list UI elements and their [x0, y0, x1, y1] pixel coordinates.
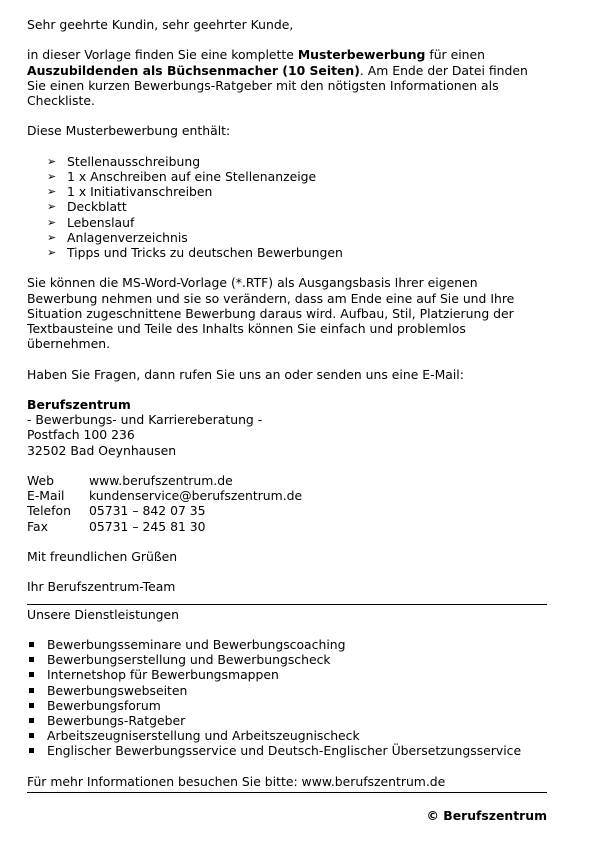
- email-link[interactable]: kundenservice@berufszentrum.de: [89, 488, 303, 504]
- intro-text-1: in dieser Vorlage finden Sie eine komplette: [27, 47, 298, 63]
- list-item: ➢ 1 x Anschreiben auf eine Stellenanzeige: [47, 168, 317, 184]
- contact-label: Web: [27, 472, 55, 488]
- intro-bold-2: Auszubildenden als Büchsenmacher (10 Seiten): [27, 62, 360, 78]
- list-item: Bewerbungswebseiten: [27, 683, 547, 698]
- contact-label: Telefon: [27, 503, 71, 519]
- square-bullet-icon: [29, 642, 34, 647]
- contact-table: [27, 473, 547, 534]
- list-item: Bewerbungsseminare und Bewerbungscoaching: [27, 637, 547, 652]
- square-bullet-icon: [29, 672, 34, 677]
- arrow-bullet-icon: ➢: [47, 230, 57, 244]
- list-item: Arbeitszeugniserstellung und Arbeitszeugnischeck: [27, 728, 547, 743]
- square-bullet-icon: [29, 703, 34, 708]
- contains-heading: Diese Musterbewerbung enthält:: [27, 123, 231, 139]
- arrow-bullet-icon: ➢: [47, 200, 57, 214]
- list-item: Bewerbungserstellung und Bewerbungscheck: [27, 652, 547, 667]
- web-link[interactable]: www.berufszentrum.de: [89, 472, 233, 488]
- more-info-text: Für mehr Informationen besuchen Sie bitte: www.berufszentrum.de: [27, 773, 446, 789]
- intro-text-2: für einen: [425, 47, 485, 63]
- list-item: ➢ Stellenausschreibung: [47, 153, 201, 169]
- company-address: [27, 397, 547, 458]
- square-bullet-icon: [29, 688, 34, 693]
- list-item: Internetshop für Bewerbungsmappen: [27, 667, 547, 682]
- contains-list: [27, 154, 547, 260]
- square-bullet-icon: [29, 718, 34, 723]
- copyright: © Berufszentrum: [426, 808, 547, 824]
- list-item: Bewerbungs-Ratgeber: [27, 713, 547, 728]
- arrow-bullet-icon: ➢: [47, 169, 57, 183]
- contact-row-fax: [27, 519, 547, 534]
- list-item: ➢ Anlagenverzeichnis: [47, 229, 188, 245]
- intro-bold-1: Musterbewerbung: [297, 47, 426, 63]
- arrow-bullet-icon: ➢: [47, 185, 57, 199]
- list-item: ➢ Lebenslauf: [47, 214, 135, 230]
- square-bullet-icon: [29, 657, 34, 662]
- services-list: [27, 637, 547, 759]
- contact-label: Fax: [27, 518, 48, 534]
- list-item: ➢ 1 x Initiativanschreiben: [47, 184, 213, 200]
- arrow-bullet-icon: ➢: [47, 215, 57, 229]
- contact-row-web: [27, 473, 547, 488]
- company-name: Berufszentrum: [27, 396, 131, 412]
- list-item: Bewerbungsforum: [27, 698, 547, 713]
- usage-paragraph: Sie können die MS-Word-Vorlage (*.RTF) als Ausgangsbasis Ihrer eigenen Bewerbung nehmen und sie so verändern, dass am Ende eine auf Sie und Ihre Situation zugeschnittene Bewerbung daraus wird. Aufbau, Stil, Platzierung der Textbausteine und Teile des Inhalts können Sie einfach und problemlos übernehmen.: [27, 275, 515, 352]
- document-page: [27, 17, 547, 823]
- fax-number: 05731 – 245 81 30: [89, 518, 206, 534]
- intro-paragraph: [27, 47, 547, 108]
- list-item: ➢ Deckblatt: [47, 199, 127, 215]
- company-tagline: - Bewerbungs- und Karriereberatung -: [27, 412, 263, 428]
- greeting: Sehr geehrte Kundin, sehr geehrter Kunde,: [27, 17, 294, 32]
- contact-row-email: [27, 488, 547, 503]
- square-bullet-icon: [29, 748, 34, 753]
- list-item: ➢ Tipps und Tricks zu deutschen Bewerbungen: [47, 245, 343, 260]
- phone-number: 05731 – 842 07 35: [89, 503, 206, 519]
- arrow-bullet-icon: ➢: [47, 154, 57, 168]
- questions-paragraph: Haben Sie Fragen, dann rufen Sie uns an oder senden uns eine E-Mail:: [27, 366, 464, 382]
- contact-row-phone: [27, 503, 547, 518]
- square-bullet-icon: [29, 733, 34, 738]
- company-city: 32502 Bad Oeynhausen: [27, 442, 177, 458]
- intro-text-3: . Am Ende der Datei finden Sie einen kurzen Bewerbungs-Ratgeber mit den nötigsten Informationen als Checkliste.: [27, 62, 528, 108]
- closing: Mit freundlichen Grüßen: [27, 548, 178, 564]
- list-item: Englischer Bewerbungsservice und Deutsch-Englischer Übersetzungsservice: [27, 743, 547, 758]
- services-heading: Unsere Dienstleistungen: [27, 606, 180, 622]
- contact-label: E-Mail: [27, 488, 65, 504]
- signature: Ihr Berufszentrum-Team: [27, 579, 176, 595]
- company-postbox: Postfach 100 236: [27, 427, 135, 443]
- arrow-bullet-icon: ➢: [47, 246, 57, 259]
- divider: [27, 604, 547, 605]
